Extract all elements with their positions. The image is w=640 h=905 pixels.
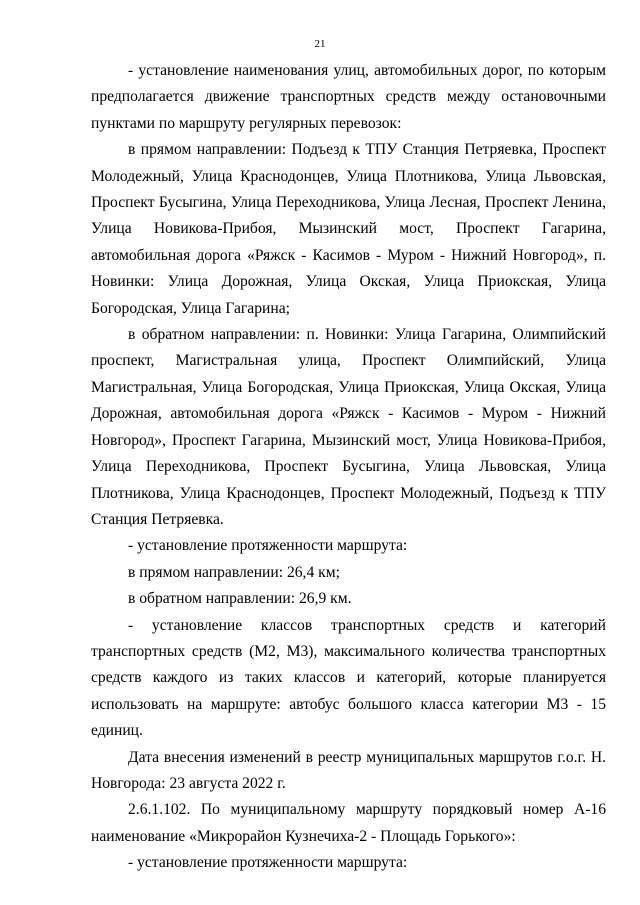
paragraph-forward-direction: в прямом направлении: Подъезд к ТПУ Станция Петряевка, Проспект Молодежный, Улица Краснодонцев, Улица Плотникова, Улица Львовская, Проспект Бусыгина, Улица Переходникова, Улица Лесная, Проспект Ленина, Улица Новикова-Прибоя, Мызинский мост, Проспект Гагарина, автомобильная дорога «Ряжск - Касимов - Муром - Нижний Новгород», п. Новинки: Улица Дорожная, Улица Окская, Улица Приокская, Улица Богородская, Улица Гагарина;: [91, 141, 606, 317]
paragraph-route-length-intro-2: - установление протяженности маршрута:: [128, 854, 408, 872]
paragraph-street-names-intro: - установление наименования улиц, автомобильных дорог, по которым предполагается движение транспортных средств между остановочными пунктами по маршруту регулярных перевозок:: [91, 62, 606, 132]
paragraph-reverse-length: в обратном направлении: 26,9 км.: [128, 590, 352, 608]
paragraph-forward-length: в прямом направлении: 26,4 км;: [128, 563, 340, 581]
page-number: 21: [314, 38, 326, 50]
paragraph-vehicle-classes: - установление классов транспортных средств и категорий транспортных средств (М2, М3), максимального количества транспортных средств каждого из таких классов и категорий, которые планируется использовать на маршруте: автобус большого класса категории М3 - 15 единиц.: [91, 616, 606, 740]
paragraph-reverse-direction: в обратном направлении: п. Новинки: Улица Гагарина, Олимпийский проспект, Магистральная улица, Проспект Олимпийский, Улица Магистральная, Улица Богородская, Улица Приокская, Улица Окская, Улица Дорожная, автомобильная дорога «Ряжск - Касимов - Муром - Нижний Новгород», Проспект Гагарина, Мызинский мост, Улица Новикова-Прибоя, Улица Переходникова, Проспект Бусыгина, Улица Львовская, Улица Плотникова, Улица Краснодонцев, Проспект Молодежный, Подъезд к ТПУ Станция Петряевка.: [91, 326, 606, 528]
document-body: [91, 58, 606, 877]
paragraph-registry-date: Дата внесения изменений в реестр муниципальных маршрутов г.о.г. Н. Новгорода: 23 августа 2022 г.: [91, 748, 606, 792]
paragraph-route-a16: 2.6.1.102. По муниципальному маршруту порядковый номер А-16 наименование «Микрорайон Кузнечиха-2 - Площадь Горького»:: [91, 801, 606, 845]
paragraph-route-length-intro: - установление протяженности маршрута:: [128, 537, 408, 555]
